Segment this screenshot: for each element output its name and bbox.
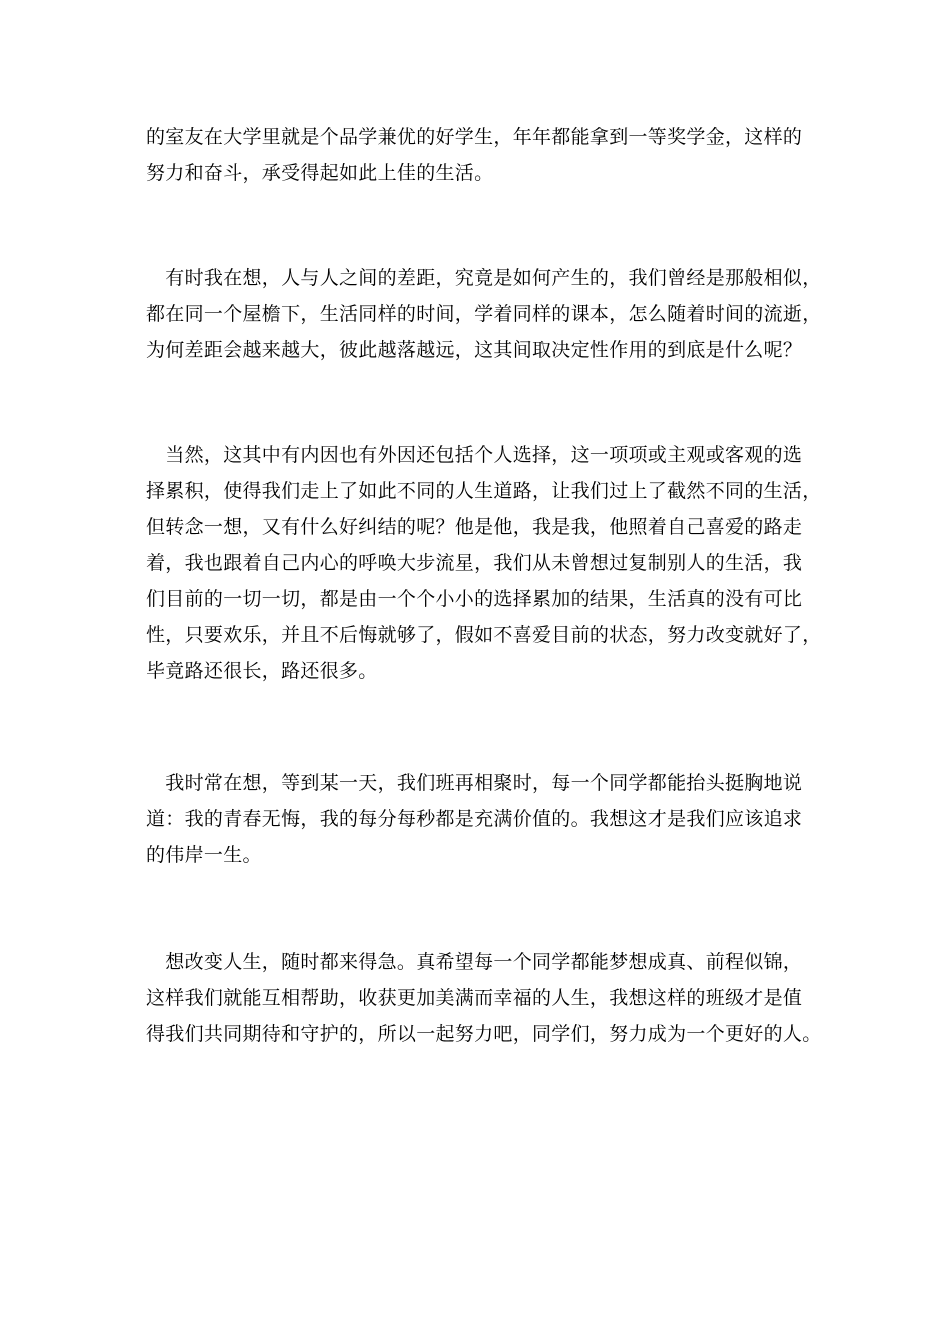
paragraph-3-line-3: 但转念一想，又有什么好纠结的呢？他是他，我是我，他照着自己喜爱的路走 bbox=[146, 516, 803, 538]
paragraph-2-line-3: 为何差距会越来越大，彼此越落越远，这其间取决定性作用的到底是什么呢？ bbox=[146, 339, 803, 361]
paragraph-3-line-1: 当然，这其中有内因也有外因还包括个人选择，这一项项或主观或客观的选 bbox=[146, 444, 803, 466]
paragraph-3-line-2: 择累积，使得我们走上了如此不同的人生道路，让我们过上了截然不同的生活， bbox=[146, 480, 822, 502]
paragraph-1-line-2: 努力和奋斗，承受得起如此上佳的生活。 bbox=[146, 162, 494, 184]
paragraph-5-line-2: 这样我们就能互相帮助，收获更加美满而幸福的人生，我想这样的班级才是值 bbox=[146, 987, 803, 1009]
paragraph-3-line-7: 毕竟路还很长，路还很多。 bbox=[146, 660, 378, 682]
paragraph-5-line-3: 得我们共同期待和守护的，所以一起努力吧，同学们，努力成为一个更好的人。 bbox=[146, 1023, 822, 1045]
paragraph-2-line-2: 都在同一个屋檐下，生活同样的时间，学着同样的课本，怎么随着时间的流逝， bbox=[146, 303, 822, 325]
paragraph-5 bbox=[146, 944, 822, 1052]
paragraph-3 bbox=[146, 437, 822, 689]
paragraph-5-line-1: 想改变人生，随时都来得急。真希望每一个同学都能梦想成真、前程似锦， bbox=[146, 951, 803, 973]
paragraph-3-line-4: 着，我也跟着自己内心的呼唤大步流星，我们从未曾想过复制别人的生活，我 bbox=[146, 552, 803, 574]
paragraph-4-line-2: 道：我的青春无悔，我的每分每秒都是充满价值的。我想这才是我们应该追求 bbox=[146, 808, 803, 830]
paragraph-2-line-1: 有时我在想，人与人之间的差距，究竟是如何产生的，我们曾经是那般相似， bbox=[146, 267, 822, 289]
paragraph-4 bbox=[146, 765, 811, 873]
paragraph-2 bbox=[146, 260, 822, 368]
paragraph-3-line-6: 性，只要欢乐，并且不后悔就够了，假如不喜爱目前的状态，努力改变就好了， bbox=[146, 624, 822, 646]
paragraph-3-line-5: 们目前的一切一切，都是由一个个小小的选择累加的结果，生活真的没有可比 bbox=[146, 588, 803, 610]
paragraph-1-line-1: 的室友在大学里就是个品学兼优的好学生，年年都能拿到一等奖学金，这样的 bbox=[146, 126, 803, 148]
paragraph-4-line-3: 的伟岸一生。 bbox=[146, 844, 262, 866]
paragraph-1 bbox=[146, 119, 811, 191]
paragraph-4-line-1: 我时常在想，等到某一天，我们班再相聚时，每一个同学都能抬头挺胸地说 bbox=[146, 772, 803, 794]
